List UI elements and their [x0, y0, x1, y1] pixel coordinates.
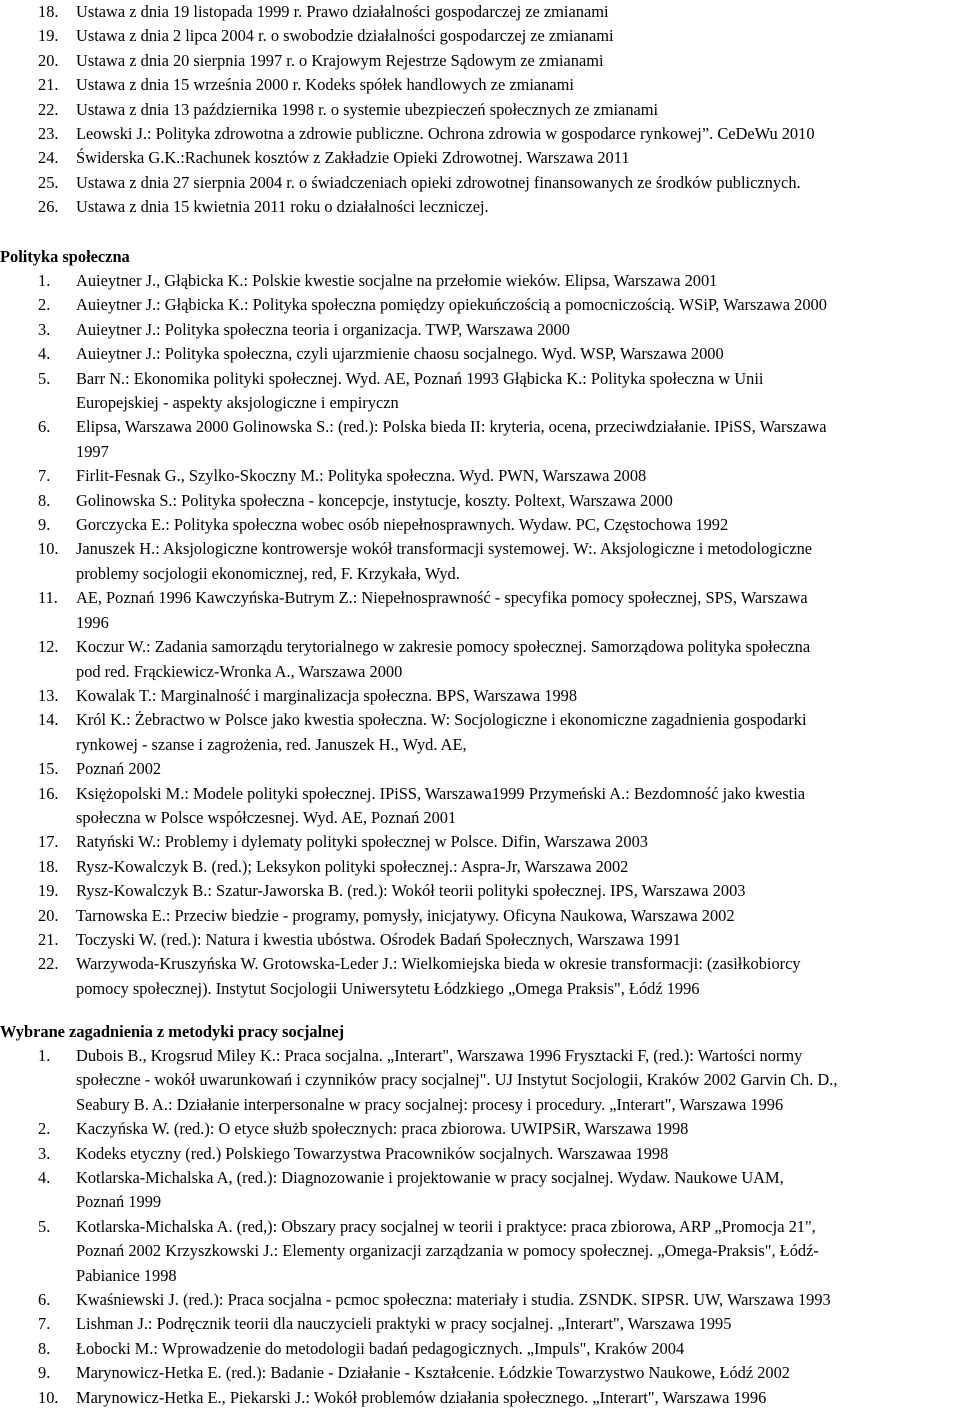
item-text-line: Kotlarska-Michalska A. (red,): Obszary pracy socjalnej w teorii i praktyce: praca zbiorowa, ARP „Promocja 21", [76, 1216, 816, 1236]
item-text-line: Lishman J.: Podręcznik teorii dla nauczycieli praktyki w pracy socjalnej. „Interart", Warszawa 1995 [76, 1314, 732, 1334]
item-number: 4. [38, 1168, 51, 1188]
item-text-line: społeczna w Polsce współczesnej. Wyd. AE, Poznań 2001 [76, 807, 457, 827]
bibliography-item [0, 586, 960, 635]
item-text-line: Warzywoda-Kruszyńska W. Grotowska-Leder J.: Wielkomiejska bieda w okresie transformacji: (zasiłkobiorcy [76, 954, 801, 974]
item-number: 19. [38, 26, 59, 46]
item-number: 6. [38, 1290, 51, 1310]
item-number: 7. [38, 466, 51, 486]
item-text-line: Dubois B., Krogsrud Miley K.: Praca socjalna. „Interart", Warszawa 1996 Frysztacki F, (red.): Wartości normy [76, 1046, 803, 1065]
item-number: 24. [38, 148, 59, 168]
item-text-line: Seabury B. A.: Działanie interpersonalne w pracy socjalnej: procesy i procedury. „Interart", Warszawa 1996 [76, 1094, 784, 1114]
item-text-line: Ustawa z dnia 15 kwietnia 2011 roku o działalności leczniczej. [76, 197, 489, 217]
item-number: 13. [38, 685, 59, 705]
item-number: 2. [38, 295, 51, 315]
item-text-line: Król K.: Żebractwo w Polsce jako kwestia społeczna. W: Socjologiczne i ekonomiczne zagadnienia gospodarki [76, 710, 807, 730]
item-text-line: Marynowicz-Hetka E., Piekarski J.: Wokół problemów działania społecznego. „Interart", Warszawa 1996 [76, 1387, 767, 1407]
item-text-line: Ustawa z dnia 15 września 2000 r. Kodeks spółek handlowych ze zmianami [76, 75, 574, 95]
bibliography-item [0, 415, 960, 464]
bibliography-item [0, 1312, 960, 1336]
item-text-line: Auieytner J., Głąbicka K.: Polskie kwestie socjalne na przełomie wieków. Elipsa, Warszawa 2001 [76, 271, 718, 290]
item-number: 18. [38, 2, 59, 21]
item-number: 7. [38, 1314, 51, 1334]
bibliography-item [0, 24, 960, 48]
bibliography-item [0, 489, 960, 513]
item-text-line: Europejskiej - aspekty aksjologiczne i empiryczn [76, 393, 399, 413]
bibliography-item [0, 342, 960, 366]
item-number: 18. [38, 856, 59, 876]
item-text-line: Auieytner J.: Głąbicka K.: Polityka społeczna pomiędzy opiekuńczością a pomocniczością. WSiP, Warszawa 2000 [76, 295, 827, 315]
bibliography-item [0, 830, 960, 854]
bibliography-list-metodyka [0, 1044, 960, 1410]
item-number: 15. [38, 759, 59, 779]
item-text-line: Januszek H.: Aksjologiczne kontrowersje wokół transformacji systemowej. W:. Aksjologiczne i metodologiczne [76, 539, 813, 559]
bibliography-item [0, 73, 960, 97]
bibliography-item [0, 1215, 960, 1288]
item-text-line: Ustawa z dnia 19 listopada 1999 r. Prawo działalności gospodarczej ze zmianami [76, 2, 609, 21]
item-text-line: Ustawa z dnia 27 sierpnia 2004 r. o świadczeniach opieki zdrowotnej finansowanych ze środków publicznych. [76, 172, 801, 192]
bibliography-item [0, 122, 960, 146]
item-text-line: Poznań 2002 [76, 759, 162, 779]
item-text-line: Ustawa z dnia 20 sierpnia 1997 r. o Krajowym Rejestrze Sądowym ze zmianami [76, 50, 604, 70]
bibliography-item [0, 537, 960, 586]
item-number: 22. [38, 954, 59, 974]
item-text-line: Księżopolski M.: Modele polityki społecznej. IPiSS, Warszawa1999 Przymeński A.: Bezdomność jako kwestia [76, 783, 806, 803]
item-text-line: Koczur W.: Zadania samorządu terytorialnego w zakresie pomocy społecznej. Samorządowa polityka społeczna [76, 637, 811, 657]
bibliography-item [0, 952, 960, 1001]
item-number: 10. [38, 1387, 59, 1407]
bibliography-item [0, 318, 960, 342]
item-text-line: Pabianice 1998 [76, 1265, 177, 1285]
bibliography-item [0, 1288, 960, 1312]
item-number: 6. [38, 417, 51, 437]
bibliography-list-polityka [0, 269, 960, 1001]
bibliography-item [0, 1044, 960, 1117]
item-text-line: Leowski J.: Polityka zdrowotna a zdrowie publiczne. Ochrona zdrowia w gospodarce rynkowej”. CeDeWu 2010 [76, 124, 815, 144]
bibliography-item [0, 1117, 960, 1141]
bibliography-item [0, 146, 960, 170]
section-heading-metodyka: Wybrane zagadnienia z metodyki pracy socjalnej [0, 1022, 345, 1041]
item-number: 9. [38, 1363, 51, 1383]
item-text-line: Rysz-Kowalczyk B.: Szatur-Jaworska B. (red.): Wokół teorii polityki społecznej. IPS, Warszawa 2003 [76, 881, 746, 901]
bibliography-item [0, 464, 960, 488]
item-number: 3. [38, 1143, 51, 1163]
item-text-line: Kaczyńska W. (red.): O etyce służb społecznych: praca zbiorowa. UWIPSiR, Warszawa 1998 [76, 1119, 689, 1139]
bibliography-item [0, 782, 960, 831]
bibliography-item [0, 757, 960, 781]
bibliography-item [0, 0, 960, 24]
item-text-line: Ratyński W.: Problemy i dylematy polityki społecznej w Polsce. Difin, Warszawa 2003 [76, 832, 648, 852]
bibliography-item [0, 1361, 960, 1385]
bibliography-item [0, 879, 960, 903]
item-text-line: Kowalak T.: Marginalność i marginalizacja społeczna. BPS, Warszawa 1998 [76, 685, 578, 705]
item-number: 20. [38, 905, 59, 925]
item-text-line: Auieytner J.: Polityka społeczna, czyli ujarzmienie chaosu socjalnego. Wyd. WSP, Warszawa 2000 [76, 344, 724, 364]
item-text-line: Elipsa, Warszawa 2000 Golinowska S.: (red.): Polska bieda II: kryteria, ocena, przeciwdziałanie. IPiSS, Warszawa [76, 417, 827, 437]
item-text-line: pomocy społecznej). Instytut Socjologii Uniwersytetu Łódzkiego „Omega Praksis", Łódź 1996 [76, 978, 700, 998]
item-text-line: Łobocki M.: Wprowadzenie do metodologii badań pedagogicznych. „Impuls", Kraków 2004 [76, 1338, 685, 1358]
item-number: 5. [38, 368, 51, 388]
item-number: 20. [38, 50, 59, 70]
bibliography-item [0, 293, 960, 317]
bibliography-item [0, 98, 960, 122]
item-text-line: Barr N.: Ekonomika polityki społecznej. Wyd. AE, Poznań 1993 Głąbicka K.: Polityka społeczna w Unii [76, 368, 764, 388]
item-number: 21. [38, 929, 59, 949]
bibliography-item [0, 513, 960, 537]
item-text-line: AE, Poznań 1996 Kawczyńska-Butrym Z.: Niepełnosprawność - specyfika pomocy społecznej, SPS, Warszawa [76, 588, 808, 608]
item-text-line: Toczyski W. (red.): Natura i kwestia ubóstwa. Ośrodek Badań Społecznych, Warszawa 1991 [76, 929, 681, 949]
item-text-line: Kodeks etyczny (red.) Polskiego Towarzystwa Pracowników socjalnych. Warszawaa 1998 [76, 1143, 669, 1163]
bibliography-item [0, 904, 960, 928]
item-number: 8. [38, 490, 51, 510]
item-number: 16. [38, 783, 59, 803]
item-text-line: Kotlarska-Michalska A, (red.): Diagnozowanie i projektowanie w pracy socjalnej. Wydaw. Naukowe UAM, [76, 1168, 784, 1188]
item-number: 10. [38, 539, 59, 559]
bibliography-item [0, 1142, 960, 1166]
bibliography-item [0, 367, 960, 416]
bibliography-list-prev [0, 0, 960, 220]
item-number: 2. [38, 1119, 51, 1139]
item-text-line: Tarnowska E.: Przeciw biedzie - programy, pomysły, inicjatywy. Oficyna Naukowa, Warszawa 2002 [76, 905, 735, 925]
item-number: 1. [38, 1046, 51, 1065]
item-number: 5. [38, 1216, 51, 1236]
bibliography-item [0, 195, 960, 219]
bibliography-item [0, 708, 960, 757]
item-number: 12. [38, 637, 59, 657]
item-number: 19. [38, 881, 59, 901]
item-text-line: Auieytner J.: Polityka społeczna teoria i organizacja. TWP, Warszawa 2000 [76, 319, 570, 339]
item-text-line: Kwaśniewski J. (red.): Praca socjalna - pcmoc społeczna: materiały i studia. ZSNDK. SIPSR. UW, Warszawa 1993 [76, 1290, 831, 1310]
item-number: 17. [38, 832, 59, 852]
item-text-line: 1997 [76, 441, 109, 461]
bibliography-item [0, 684, 960, 708]
item-number: 8. [38, 1338, 51, 1358]
item-number: 21. [38, 75, 59, 95]
bibliography-item [0, 171, 960, 195]
item-text-line: pod red. Frąckiewicz-Wronka A., Warszawa 2000 [76, 661, 403, 681]
item-number: 26. [38, 197, 59, 217]
item-number: 9. [38, 515, 51, 535]
item-text-line: Poznań 2002 Krzyszkowski J.: Elementy organizacji zarządzania w pomocy społecznej. „Omega-Praksis", Łódź- [76, 1241, 819, 1261]
section-heading-polityka: Polityka społeczna [0, 247, 130, 266]
item-number: 4. [38, 344, 51, 364]
item-number: 1. [38, 271, 51, 290]
bibliography-item [0, 49, 960, 73]
bibliography-item [0, 855, 960, 879]
bibliography-item [0, 1386, 960, 1410]
item-text-line: Marynowicz-Hetka E. (red.): Badanie - Działanie - Kształcenie. Łódzkie Towarzystwo Naukowe, Łódź 2002 [76, 1363, 791, 1383]
item-number: 11. [38, 588, 58, 608]
bibliography-item [0, 635, 960, 684]
item-text-line: Firlit-Fesnak G., Szylko-Skoczny M.: Polityka społeczna. Wyd. PWN, Warszawa 2008 [76, 466, 647, 486]
item-text-line: problemy socjologii ekonomicznej, red, F. Krzykała, Wyd. [76, 563, 460, 583]
item-text-line: Poznań 1999 [76, 1192, 162, 1212]
item-text-line: Gorczycka E.: Polityka społeczna wobec osób niepełnosprawnych. Wydaw. PC, Częstochowa 1992 [76, 515, 729, 535]
item-text-line: Świderska G.K.:Rachunek kosztów z Zakładzie Opieki Zdrowotnej. Warszawa 2011 [76, 148, 630, 168]
item-text-line: 1996 [76, 612, 109, 632]
bibliography-item [0, 269, 960, 293]
item-number: 23. [38, 124, 59, 144]
item-number: 22. [38, 99, 59, 119]
bibliography-item [0, 928, 960, 952]
item-text-line: Rysz-Kowalczyk B. (red.); Leksykon polityki społecznej.: Aspra-Jr, Warszawa 2002 [76, 856, 629, 876]
item-text-line: Ustawa z dnia 13 października 1998 r. o systemie ubezpieczeń społecznych ze zmianami [76, 99, 659, 119]
bibliography-item [0, 1337, 960, 1361]
item-text-line: rynkowej - szanse i zagrożenia, red. Januszek H., Wyd. AE, [76, 734, 467, 754]
item-text-line: Golinowska S.: Polityka społeczna - koncepcje, instytucje, koszty. Poltext, Warszawa 2000 [76, 490, 673, 510]
item-number: 3. [38, 319, 51, 339]
item-number: 14. [38, 710, 59, 730]
item-text-line: społeczne - wokół uwarunkowań i czynników pracy socjalnej". UJ Instytut Socjologii, Kraków 2002 Garvin Ch. D., [76, 1070, 838, 1090]
item-text-line: Ustawa z dnia 2 lipca 2004 r. o swobodzie działalności gospodarczej ze zmianami [76, 26, 614, 46]
item-number: 25. [38, 172, 59, 192]
bibliography-item [0, 1166, 960, 1215]
